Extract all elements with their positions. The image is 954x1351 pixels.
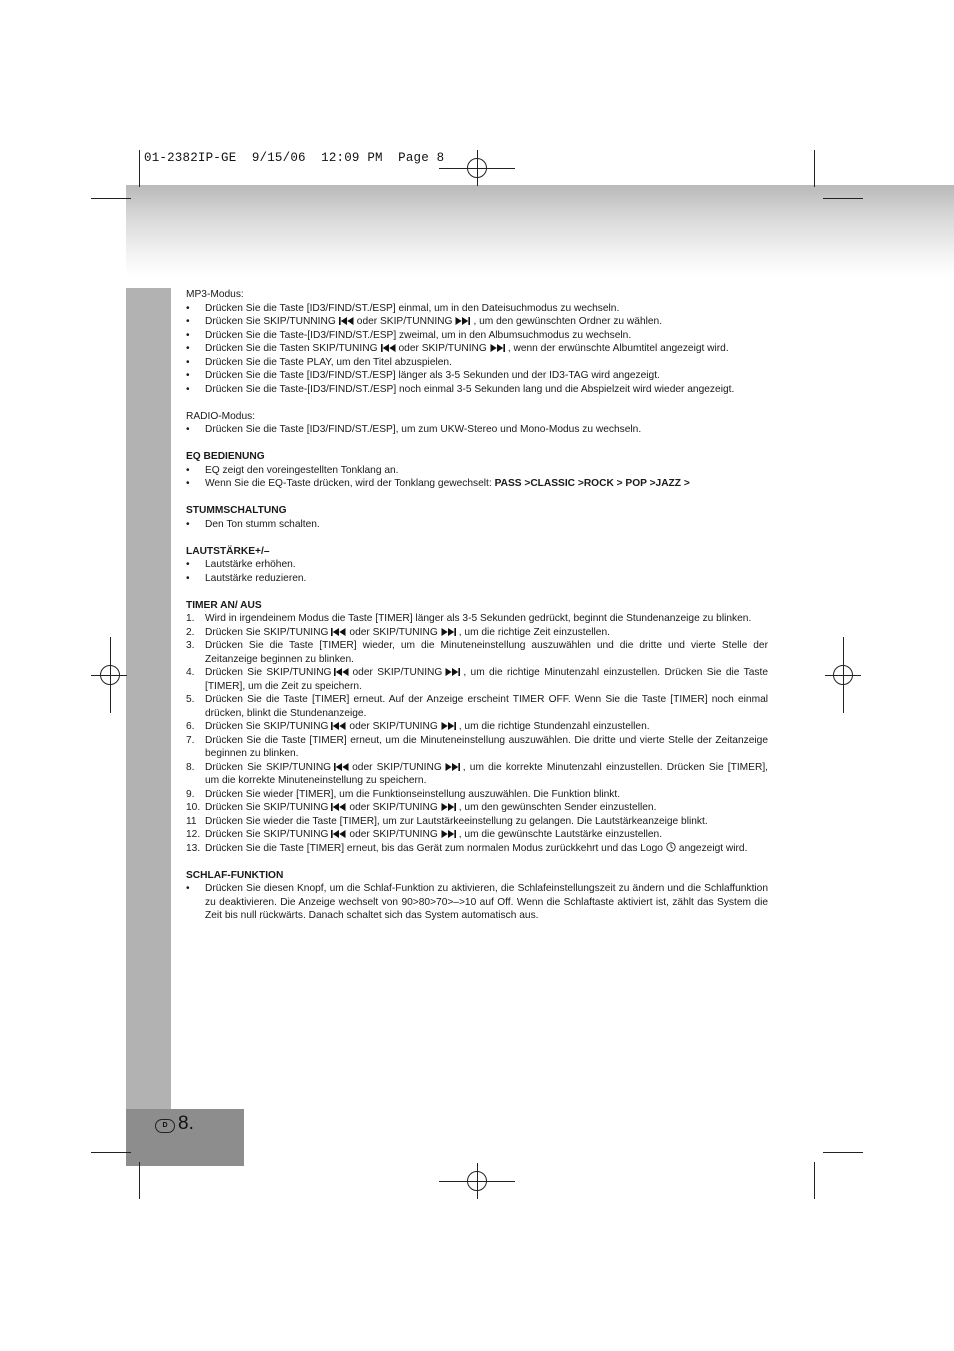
crop-mark bbox=[139, 150, 140, 187]
list-item bbox=[186, 666, 768, 693]
list-item bbox=[186, 693, 768, 720]
item-text: oder SKIP/TUNING bbox=[352, 761, 442, 773]
bullet-marker: • bbox=[186, 883, 190, 894]
item-number: 11 bbox=[186, 815, 197, 827]
list-item bbox=[186, 572, 768, 586]
item-text: Wenn Sie die EQ-Taste drücken, wird der Tonklang gewechselt: bbox=[205, 478, 495, 489]
item-text: , um die korrekte Minutenzahl einzustellen. Drücken Sie [TIMER], um die korrekte Minuteneinstellung zu speichern. bbox=[205, 761, 768, 786]
skip-back-icon bbox=[331, 830, 346, 838]
bullet-marker: • bbox=[186, 572, 190, 584]
crop-mark bbox=[814, 150, 815, 187]
item-text: oder SKIP/TUNING bbox=[349, 802, 438, 813]
item-text: Drücken Sie SKIP/TUNING bbox=[205, 626, 329, 638]
item-text: oder SKIP/TUNING bbox=[349, 721, 438, 732]
list-item bbox=[186, 639, 768, 666]
bullet-marker: • bbox=[186, 518, 190, 530]
list-item bbox=[186, 477, 768, 491]
list-item bbox=[186, 828, 768, 842]
bullet-marker: • bbox=[186, 356, 190, 368]
bullet-marker: • bbox=[186, 559, 190, 570]
item-number: 4. bbox=[186, 667, 195, 678]
item-number: 2. bbox=[186, 626, 195, 638]
list-item bbox=[186, 761, 768, 788]
section-volume bbox=[186, 545, 768, 586]
skip-forward-icon bbox=[441, 803, 456, 811]
list-item bbox=[186, 329, 768, 343]
crop-mark bbox=[823, 198, 863, 199]
item-number: 1. bbox=[186, 613, 195, 624]
item-text: Drücken Sie SKIP/TUNING bbox=[205, 667, 332, 678]
item-number: 3. bbox=[186, 640, 195, 651]
bullet-marker: • bbox=[186, 383, 190, 395]
mp3-list bbox=[186, 302, 768, 397]
list-item bbox=[186, 882, 768, 923]
list-item bbox=[186, 842, 768, 856]
list-item bbox=[186, 734, 768, 761]
skip-back-icon bbox=[334, 763, 349, 771]
bullet-marker: • bbox=[186, 302, 190, 314]
item-text: oder SKIP/TUNING bbox=[398, 343, 487, 354]
list-item bbox=[186, 464, 768, 478]
mute-list bbox=[186, 518, 768, 532]
item-text: , um die richtige Stundenzahl einzustellen. bbox=[458, 721, 650, 732]
crop-mark bbox=[814, 1162, 815, 1199]
skip-forward-icon bbox=[490, 344, 505, 352]
eq-presets: PASS >CLASSIC >ROCK > POP >JAZZ > bbox=[494, 478, 690, 489]
section-heading: EQ BEDIENUNG bbox=[186, 451, 265, 462]
skip-forward-icon bbox=[441, 722, 456, 730]
registration-target-icon bbox=[100, 665, 120, 685]
list-item bbox=[186, 626, 768, 640]
item-text: Den Ton stumm schalten. bbox=[205, 518, 320, 530]
item-number: 13. bbox=[186, 842, 201, 854]
item-text: angezeigt wird. bbox=[678, 842, 748, 854]
registration-target-icon bbox=[833, 665, 853, 685]
volume-list bbox=[186, 558, 768, 585]
item-text: Drücken Sie die Taste [TIMER] wieder, um die Minuteneinstellung auszuwählen und die dritte und vierte Stelle der Zeitanzeige beginnen zu blinken. bbox=[205, 640, 768, 665]
item-text: Drücken Sie wieder die Taste [TIMER], um zur Lautstärkeeinstellung zu gelangen. Die Lautstärkeanzeige blinkt. bbox=[205, 815, 708, 827]
crop-mark bbox=[139, 1162, 140, 1199]
bullet-marker: • bbox=[186, 370, 190, 381]
item-text: , um die gewünschte Lautstärke einzustellen. bbox=[458, 829, 663, 840]
crop-mark bbox=[91, 198, 131, 199]
manual-content bbox=[186, 288, 768, 923]
section-title: RADIO-Modus: bbox=[186, 410, 256, 422]
item-text: Drücken Sie die Taste [TIMER] erneut. Auf der Anzeige erscheint TIMER OFF. Wenn Sie die Taste [TIMER] noch einmal drücken, blinkt die Stundenanzeige. bbox=[205, 694, 768, 719]
list-item bbox=[186, 788, 768, 802]
side-bar bbox=[126, 288, 171, 1110]
list-item bbox=[186, 558, 768, 572]
skip-back-icon bbox=[331, 628, 346, 636]
list-item bbox=[186, 302, 768, 316]
print-header: 01-2382IP-GE 9/15/06 12:09 PM Page 8 bbox=[144, 151, 445, 165]
bullet-marker: • bbox=[186, 329, 190, 341]
registration-target-icon bbox=[467, 1171, 487, 1191]
item-text: Drücken Sie SKIP/TUNING bbox=[205, 829, 329, 840]
bullet-marker: • bbox=[186, 424, 190, 435]
list-item bbox=[186, 342, 768, 356]
item-text: EQ zeigt den voreingestellten Tonklang an. bbox=[205, 464, 399, 476]
crop-mark bbox=[823, 1152, 863, 1153]
item-text: , um den gewünschten Ordner zu wählen. bbox=[473, 316, 663, 327]
radio-list bbox=[186, 423, 768, 437]
item-text: Drücken Sie die Taste [ID3/FIND/ST./ESP] einmal, um in den Dateisuchmodus zu wechseln. bbox=[205, 302, 620, 314]
section-radio bbox=[186, 410, 768, 437]
section-sleep bbox=[186, 869, 768, 923]
list-item bbox=[186, 612, 768, 626]
item-text: Drücken Sie die Taste-[ID3/FIND/ST./ESP] noch einmal 3-5 Sekunden lang und die Abspielzeit wird wieder angezeigt. bbox=[205, 383, 735, 395]
item-number: 7. bbox=[186, 734, 195, 746]
item-number: 8. bbox=[186, 761, 195, 773]
item-text: Drücken Sie die Tasten SKIP/TUNING bbox=[205, 343, 378, 354]
item-text: Drücken Sie die Taste [TIMER] erneut, bis das Gerät zum normalen Modus zurückkehrt und das Logo bbox=[205, 842, 663, 854]
item-number: 10. bbox=[186, 802, 201, 813]
list-item bbox=[186, 315, 768, 329]
item-text: oder SKIP/TUNNING bbox=[356, 316, 453, 327]
bullet-marker: • bbox=[186, 464, 190, 476]
list-item bbox=[186, 423, 768, 437]
list-item bbox=[186, 815, 768, 829]
item-text: Lautstärke erhöhen. bbox=[205, 559, 296, 570]
item-text: oder SKIP/TUNING bbox=[352, 667, 443, 678]
page-number: 8. bbox=[178, 1113, 194, 1134]
item-text: Drücken Sie die Taste [ID3/FIND/ST./ESP] länger als 3-5 Sekunden und der ID3-TAG wird angezeigt. bbox=[205, 370, 660, 381]
section-title: MP3-Modus: bbox=[186, 289, 244, 300]
list-item bbox=[186, 720, 768, 734]
item-text: Drücken Sie die Taste PLAY, um den Titel abzuspielen. bbox=[205, 356, 452, 368]
item-text: Drücken Sie SKIP/TUNING bbox=[205, 721, 329, 732]
item-text: Drücken Sie diesen Knopf, um die Schlaf-Funktion zu aktivieren, die Schlafeinstellungszeit zu ändern und die Schlaffunktion zu deaktivieren. Die Anzeige wechselt von 90>80>70>–>10 auf Off. Wenn die Schlaftaste aktiviert ist, zählt das System die Zeit bis null rückwärts. Danach schaltet sich das System automatisch aus. bbox=[205, 883, 768, 921]
list-item bbox=[186, 801, 768, 815]
skip-forward-icon bbox=[441, 628, 456, 636]
sleep-list bbox=[186, 882, 768, 923]
section-eq bbox=[186, 450, 768, 491]
item-text: Drücken Sie wieder [TIMER], um die Funktionseinstellung auszuwählen. Die Funktion blinkt. bbox=[205, 788, 621, 800]
section-heading: LAUTSTÄRKE+/– bbox=[186, 545, 270, 557]
skip-forward-icon bbox=[455, 317, 470, 325]
list-item bbox=[186, 518, 768, 532]
item-text: Wird in irgendeinem Modus die Taste [TIMER] länger als 3-5 Sekunden gedrückt, beginnt die Stundenanzeige zu blinken. bbox=[205, 613, 752, 624]
list-item bbox=[186, 356, 768, 370]
item-text: oder SKIP/TUNING bbox=[349, 829, 438, 840]
section-heading: SCHLAF-FUNKTION bbox=[186, 869, 284, 881]
section-heading: TIMER AN/ AUS bbox=[186, 599, 262, 611]
item-number: 6. bbox=[186, 721, 195, 732]
registration-target-icon bbox=[467, 158, 487, 178]
item-text: , um den gewünschten Sender einzustellen. bbox=[458, 802, 657, 813]
bullet-marker: • bbox=[186, 478, 190, 489]
item-number: 9. bbox=[186, 788, 195, 800]
skip-back-icon bbox=[339, 317, 354, 325]
section-timer bbox=[186, 599, 768, 856]
item-text: , wenn der erwünschte Albumtitel angezeigt wird. bbox=[507, 343, 729, 354]
list-item bbox=[186, 369, 768, 383]
skip-forward-icon bbox=[441, 830, 456, 838]
item-text: Drücken Sie die Taste [ID3/FIND/ST./ESP], um zum UKW-Stereo und Mono-Modus zu wechseln. bbox=[205, 424, 642, 435]
list-item bbox=[186, 383, 768, 397]
bullet-marker: • bbox=[186, 343, 190, 354]
item-text: , um die richtige Minutenzahl einzustellen. Drücken Sie die Taste [TIMER], um die Zeit zu speichern. bbox=[205, 667, 768, 692]
item-text: Drücken Sie SKIP/TUNING bbox=[205, 802, 329, 813]
item-text: Drücken Sie SKIP/TUNING bbox=[205, 761, 332, 773]
item-text: , um die richtige Zeit einzustellen. bbox=[458, 626, 610, 638]
section-mute bbox=[186, 504, 768, 531]
item-number: 5. bbox=[186, 694, 195, 705]
skip-back-icon bbox=[381, 344, 396, 352]
timer-list bbox=[186, 612, 768, 855]
section-heading: STUMMSCHALTUNG bbox=[186, 505, 287, 516]
section-mp3 bbox=[186, 288, 768, 396]
power-logo-icon bbox=[666, 842, 676, 852]
skip-back-icon bbox=[331, 803, 346, 811]
item-text: Drücken Sie SKIP/TUNNING bbox=[205, 316, 336, 327]
skip-back-icon bbox=[334, 668, 349, 676]
skip-forward-icon bbox=[445, 763, 460, 771]
bullet-marker: • bbox=[186, 316, 190, 327]
skip-forward-icon bbox=[445, 668, 460, 676]
crop-mark bbox=[91, 1152, 131, 1153]
language-badge: D bbox=[155, 1119, 175, 1133]
skip-back-icon bbox=[331, 722, 346, 730]
item-text: oder SKIP/TUNING bbox=[349, 626, 438, 638]
item-text: Lautstärke reduzieren. bbox=[205, 572, 307, 584]
item-number: 12. bbox=[186, 829, 201, 840]
item-text: Drücken Sie die Taste [TIMER] erneut, um die Minuteneinstellung auszuwählen. Die dritte und vierte Stelle der Zeitanzeige beginnen zu blinken. bbox=[205, 734, 768, 759]
item-text: Drücken Sie die Taste-[ID3/FIND/ST./ESP] zweimal, um in den Albumsuchmodus zu wechseln. bbox=[205, 329, 632, 341]
